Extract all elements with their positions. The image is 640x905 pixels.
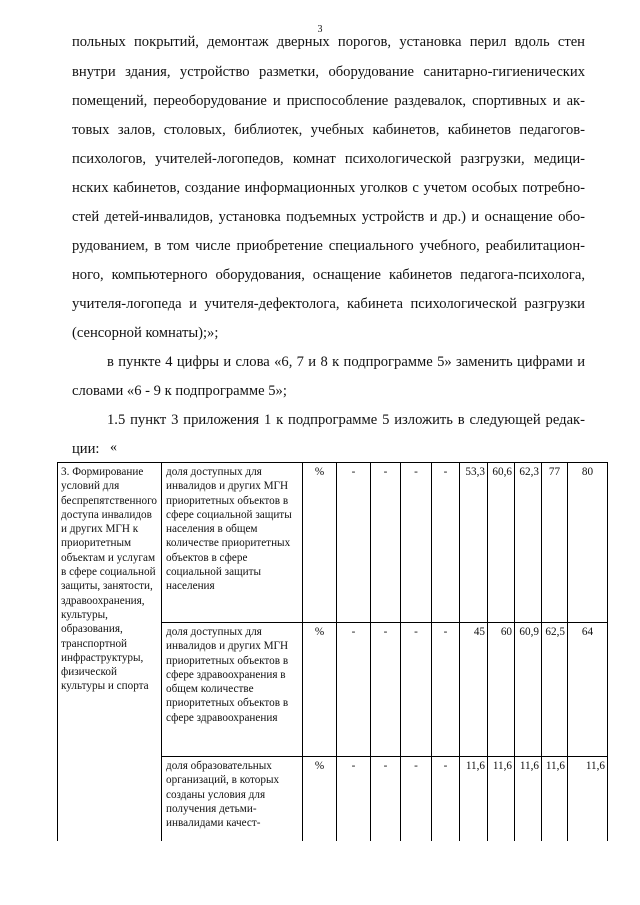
value-cell: 11,6 — [460, 757, 488, 841]
paragraph-line: рудованием, в том числе приобретение специального учебного, реабилитацион- — [72, 238, 585, 254]
value-cell: 45 — [460, 623, 488, 757]
value-cell: - — [401, 757, 432, 841]
paragraph-line: стей детей-инвалидов, установка подъемных устройств и др.) и оснащение обо- — [72, 209, 585, 225]
paragraph-line: польных покрытий, демонтаж дверных порогов, установка перил вдоль стен — [72, 34, 585, 50]
value-cell: 60,9 — [515, 623, 542, 757]
value-cell: - — [337, 463, 371, 623]
paragraph-line: помещений, переоборудование и приспособление раздевалок, спортивных и ак- — [72, 93, 585, 109]
value-cell: - — [401, 623, 432, 757]
value-cell: 11,6 — [488, 757, 515, 841]
unit-cell: % — [303, 463, 337, 623]
value-cell: 77 — [542, 463, 568, 623]
value-cell: - — [371, 623, 401, 757]
page-number: 3 — [317, 24, 323, 35]
indicator-cell: доля доступных для инвалидов и других МГН приоритетных объектов в сфере здравоохранения в общем количестве приоритетных объектов в сфере здравоохранения — [162, 623, 303, 757]
value-cell: 62,3 — [515, 463, 542, 623]
value-cell: - — [432, 757, 460, 841]
value-cell: - — [432, 623, 460, 757]
paragraph-line: ного, компьютерного оборудования, оснащение кабинетов педагога-психолога, — [72, 267, 585, 283]
amendment-line: ции: — [72, 441, 100, 457]
value-cell: 64 — [568, 623, 608, 757]
paragraph-line: психологов, учителей-логопедов, комнат психологической разгрузки, медици- — [72, 151, 585, 167]
value-cell: - — [337, 757, 371, 841]
amendment-line: словами «6 - 9 к подпрограмме 5»; — [72, 383, 287, 399]
value-cell: - — [371, 463, 401, 623]
value-cell: 62,5 — [542, 623, 568, 757]
indicator-cell: доля доступных для инвалидов и других МГН приоритетных объектов в сфере социальной защиты населения в общем количестве приоритетных объектов в сфере социальной защиты населения — [162, 463, 303, 623]
paragraph-line: нских кабинетов, создание информационных уголков с учетом особых потребно- — [72, 180, 585, 196]
amendment-line: 1.5 пункт 3 приложения 1 к подпрограмме 5 изложить в следующей редак- — [107, 412, 585, 428]
unit-cell: % — [303, 757, 337, 841]
value-cell: 11,6 — [542, 757, 568, 841]
value-cell: 53,3 — [460, 463, 488, 623]
value-cell: 80 — [568, 463, 608, 623]
value-cell: 60,6 — [488, 463, 515, 623]
value-cell: 11,6 — [568, 757, 608, 841]
table-row — [58, 463, 608, 623]
paragraph-line: учителя-логопеда и учителя-дефектолога, кабинета психологической разгрузки — [72, 296, 585, 312]
goal-cell: 3. Формирование условий для беспрепятственного доступа инвалидов и других МГН к приоритетным объектам и услугам в сфере социальной защиты, занятости, здравоохранения, культуры, образования, транспортной инфраструктуры, физической культуры и спорта — [58, 463, 162, 841]
value-cell: - — [401, 463, 432, 623]
unit-cell: % — [303, 623, 337, 757]
value-cell: - — [371, 757, 401, 841]
value-cell: 60 — [488, 623, 515, 757]
value-cell: 11,6 — [515, 757, 542, 841]
amendment-line: в пункте 4 цифры и слова «6, 7 и 8 к подпрограмме 5» заменить цифрами и — [107, 354, 585, 370]
indicators-table — [57, 462, 608, 841]
indicator-cell: доля образовательных организаций, в которых созданы условия для получения детьми-инвалидами качест- — [162, 757, 303, 841]
paragraph-line: внутри здания, устройство разметки, оборудование санитарно-гигиенических — [72, 64, 585, 80]
value-cell: - — [432, 463, 460, 623]
paragraph-line: товых залов, столовых, библиотек, учебных кабинетов, кабинетов педагогов- — [72, 122, 585, 138]
opening-quote: « — [110, 440, 117, 455]
value-cell: - — [337, 623, 371, 757]
paragraph-line: (сенсорной комнаты);»; — [72, 325, 219, 341]
